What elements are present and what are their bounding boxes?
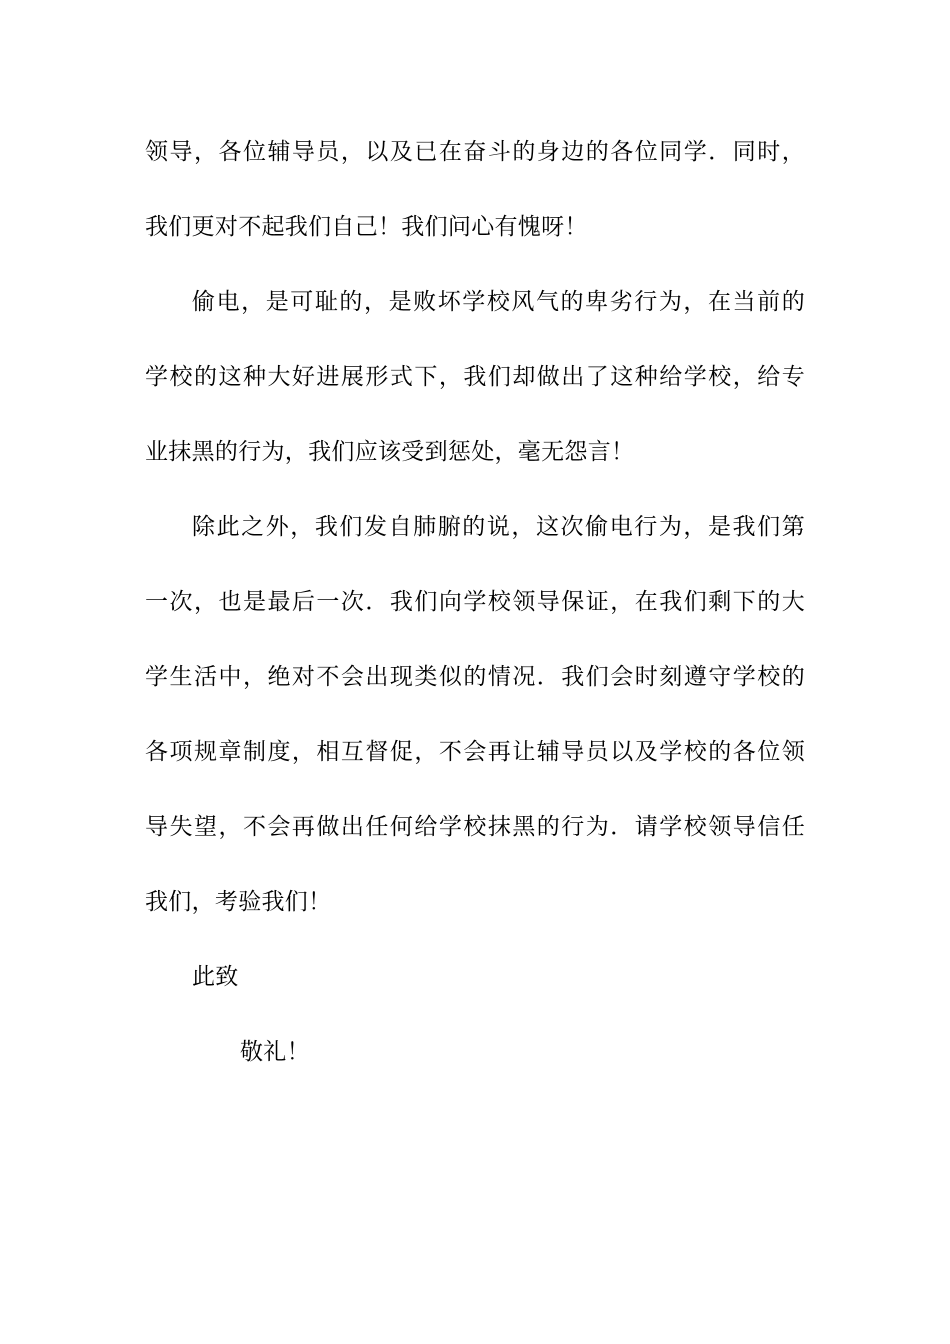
paragraph-line: 学校的这种大好进展形式下，我们却做出了这种给学校，给专	[145, 364, 805, 390]
paragraph-line: 除此之外，我们发自肺腑的说，这次偷电行为，是我们第	[192, 514, 805, 540]
paragraph-line: 业抹黑的行为，我们应该受到惩处，毫无怨言！	[145, 439, 635, 465]
paragraph-line: 我们更对不起我们自己！我们问心有愧呀！	[145, 214, 588, 240]
closing-regards: 敬礼！	[240, 1039, 310, 1065]
paragraph-line: 导失望，不会再做出任何给学校抹黑的行为．请学校领导信任	[145, 814, 805, 840]
paragraph-line: 偷电，是可耻的，是败坏学校风气的卑劣行为，在当前的	[192, 289, 805, 315]
paragraph-line: 领导，各位辅导员，以及已在奋斗的身边的各位同学．同时，	[145, 139, 805, 165]
paragraph-line: 我们，考验我们！	[145, 889, 332, 915]
closing-salutation: 此致	[192, 964, 239, 990]
paragraph-line: 一次，也是最后一次．我们向学校领导保证，在我们剩下的大	[145, 589, 805, 615]
paragraph-line: 学生活中，绝对不会出现类似的情况．我们会时刻遵守学校的	[145, 664, 805, 690]
paragraph-line: 各项规章制度，相互督促，不会再让辅导员以及学校的各位领	[145, 739, 805, 765]
